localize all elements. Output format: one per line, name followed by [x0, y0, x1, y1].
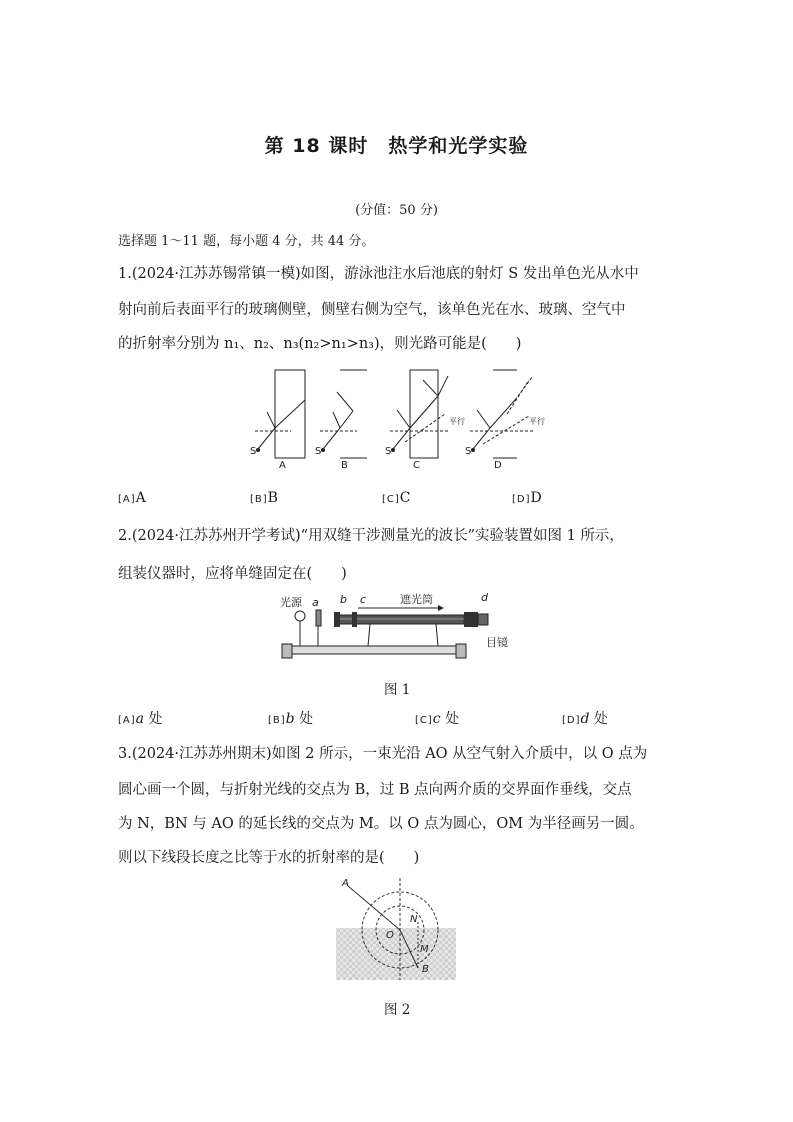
diagram-b [320, 370, 367, 458]
q2-text-line1: 2.(2024·江苏苏州开学考试)“用双缝干涉测量光的波长”实验装置如图 1 所示， [118, 528, 624, 544]
page-title: 第 18 课时 热学和光学实验 [264, 135, 529, 157]
source-dot-a [256, 448, 260, 452]
point-b: B [422, 964, 429, 975]
parallel-label-d: 平行 [529, 417, 545, 426]
q3-text-line2: 圆心画一个圆，与折射光线的交点为 B，过 B 点向两介质的交界面作垂线，交点 [118, 782, 632, 798]
diagram-label-d: D [494, 460, 502, 471]
diagram-label-b: B [341, 460, 348, 471]
q3-text-line4: 则以下线段长度之比等于水的折射率的是( ) [118, 850, 420, 866]
source-dot-d [471, 448, 475, 452]
q1-option-d[interactable]: [D]D [512, 490, 542, 506]
diagram-label-c: C [413, 460, 420, 471]
q2-option-a[interactable]: [A]a 处 [118, 711, 163, 727]
source-label-c: S [385, 446, 392, 457]
letter-d: d [481, 591, 488, 604]
figure1-caption: 图 1 [384, 682, 411, 698]
element-a [316, 610, 321, 626]
q1-text-line3: 的折射率分别为 n₁、n₂、n₃(n₂>n₁>n₃)，则光路可能是( ) [118, 336, 522, 352]
q1-text-line2: 射向前后表面平行的玻璃侧壁，侧壁右侧为空气，该单色光在水、玻璃、空气中 [118, 302, 626, 318]
parallel-label-c: 平行 [449, 417, 465, 426]
q2-text-line2: 组装仪器时，应将单缝固定在( ) [118, 566, 347, 582]
figure2-caption: 图 2 [384, 1002, 411, 1018]
source-label-b: S [315, 446, 322, 457]
diagram-d [470, 370, 533, 458]
point-n: N [410, 914, 418, 925]
diagram-label-a: A [279, 460, 286, 471]
letter-b: b [340, 593, 347, 606]
q2-option-d[interactable]: [D]d 处 [562, 711, 608, 727]
source-dot-b [321, 448, 325, 452]
eyepiece [478, 614, 488, 625]
tube-label: 遮光筒 [400, 593, 433, 606]
optical-bench [286, 646, 464, 654]
q1-figure [245, 362, 555, 474]
instructions: 选择题 1～11 题，每小题 4 分，共 44 分。 [118, 234, 375, 249]
q2-figure [278, 588, 518, 668]
light-bulb [295, 611, 305, 621]
q3-text-line1: 3.(2024·江苏苏州期末)如图 2 所示，一束光沿 AO 从空气射入介质中，以 O 点为 [118, 746, 648, 762]
letter-a: a [312, 596, 319, 609]
source-label-a: S [250, 446, 257, 457]
eyepiece-label: 目镜 [486, 636, 508, 649]
q1-option-b[interactable]: [B]B [250, 490, 278, 506]
letter-c: c [360, 593, 367, 606]
q2-option-b[interactable]: [B]b 处 [268, 711, 314, 727]
q3-text-line3: 为 N，BN 与 AO 的延长线的交点为 M。以 O 点为圆心，OM 为半径画另一圆。 [118, 816, 644, 832]
point-o: O [386, 930, 394, 941]
source-label-d: S [465, 446, 472, 457]
diagram-a [255, 370, 305, 458]
point-m: M [420, 944, 429, 955]
q1-option-c[interactable]: [C]C [382, 490, 411, 506]
light-source-label: 光源 [280, 596, 302, 609]
score-info: (分值：50 分) [355, 203, 438, 218]
q3-figure [334, 872, 460, 984]
point-a: A [342, 878, 349, 889]
q2-option-c[interactable]: [C]c 处 [415, 711, 460, 727]
q1-text-line1: 1.(2024·江苏苏锡常镇一模)如图，游泳池注水后池底的射灯 S 发出单色光从水中 [118, 266, 639, 282]
diagram-c [390, 370, 450, 458]
source-dot-c [391, 448, 395, 452]
q1-option-a[interactable]: [A]A [118, 490, 146, 506]
